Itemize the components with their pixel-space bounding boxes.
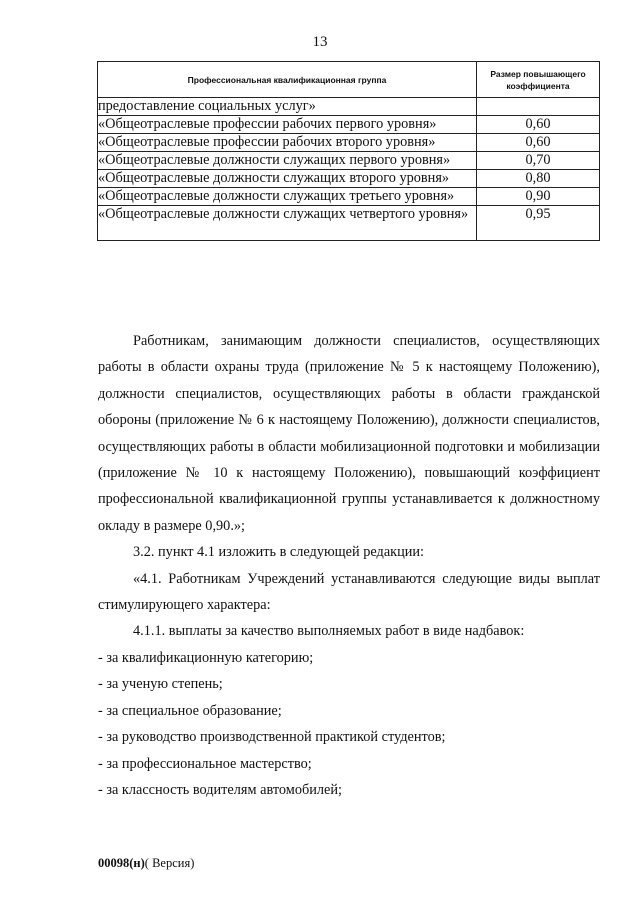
body-text	[98, 328, 600, 803]
coefficient-cell: 0,60	[477, 116, 600, 134]
group-cell: «Общеотраслевые профессии рабочих первого уровня»	[98, 116, 477, 134]
paragraph-specialists: Работникам, занимающим должности специалистов, осуществляющих работы в области охраны труда (приложение № 5 к настоящему Положению), должности специалистов, осуществляющих работы в области гражданской обороны (приложение № 6 к настоящему Положению), должности специалистов, осуществляющих работы в области мобилизационной подготовки и мобилизации (приложение № 10 к настоящему Положению), повышающий коэффициент профессиональной квалификационной группы устанавливается к должностному окладу в размере 0,90.»;	[98, 333, 600, 534]
table-row	[98, 170, 600, 188]
table-row	[98, 116, 600, 134]
coefficient-cell: 0,95	[477, 206, 600, 241]
group-cell: «Общеотраслевые должности служащих первого уровня»	[98, 152, 477, 170]
coefficient-cell: 0,60	[477, 134, 600, 152]
table-row	[98, 98, 600, 116]
paragraph-3-2: 3.2. пункт 4.1 изложить в следующей редакции:	[133, 544, 425, 561]
group-cell: предоставление социальных услуг»	[98, 98, 477, 116]
coefficient-table	[97, 61, 600, 241]
coefficient-cell: 0,70	[477, 152, 600, 170]
list-item: - за профессиональное мастерство;	[98, 755, 312, 772]
header-group: Профессиональная квалификационная группа	[98, 62, 477, 98]
table-row	[98, 134, 600, 152]
group-cell: «Общеотраслевые должности служащих второго уровня»	[98, 170, 477, 188]
document-footer	[98, 856, 194, 871]
list-item: - за ученую степень;	[98, 676, 223, 693]
page-number: 13	[312, 34, 328, 50]
list-item: - за специальное образование;	[98, 702, 282, 719]
group-cell: «Общеотраслевые профессии рабочих второго уровня»	[98, 134, 477, 152]
group-cell: «Общеотраслевые должности служащих четвертого уровня»	[98, 206, 477, 241]
coefficient-cell: 0,90	[477, 188, 600, 206]
group-cell: «Общеотраслевые должности служащих третьего уровня»	[98, 188, 477, 206]
list-item: - за руководство производственной практикой студентов;	[98, 729, 446, 746]
coefficient-cell	[477, 98, 600, 116]
table-row	[98, 152, 600, 170]
list-item: - за квалификационную категорию;	[98, 649, 314, 666]
list-item: - за классность водителям автомобилей;	[98, 781, 343, 798]
table-row	[98, 206, 600, 241]
table-header-row	[98, 62, 600, 98]
table-row	[98, 188, 600, 206]
paragraph-4-1: «4.1. Работникам Учреждений устанавливаются следующие виды выплат стимулирующего характера:	[98, 570, 600, 614]
paragraph-4-1-1: 4.1.1. выплаты за качество выполняемых работ в виде надбавок:	[133, 623, 525, 640]
coefficient-cell: 0,80	[477, 170, 600, 188]
document-code: 00098(н)	[98, 856, 145, 870]
document-version: ( Версия)	[144, 856, 195, 870]
header-coefficient: Размер повышающего коэффициента	[477, 62, 600, 98]
